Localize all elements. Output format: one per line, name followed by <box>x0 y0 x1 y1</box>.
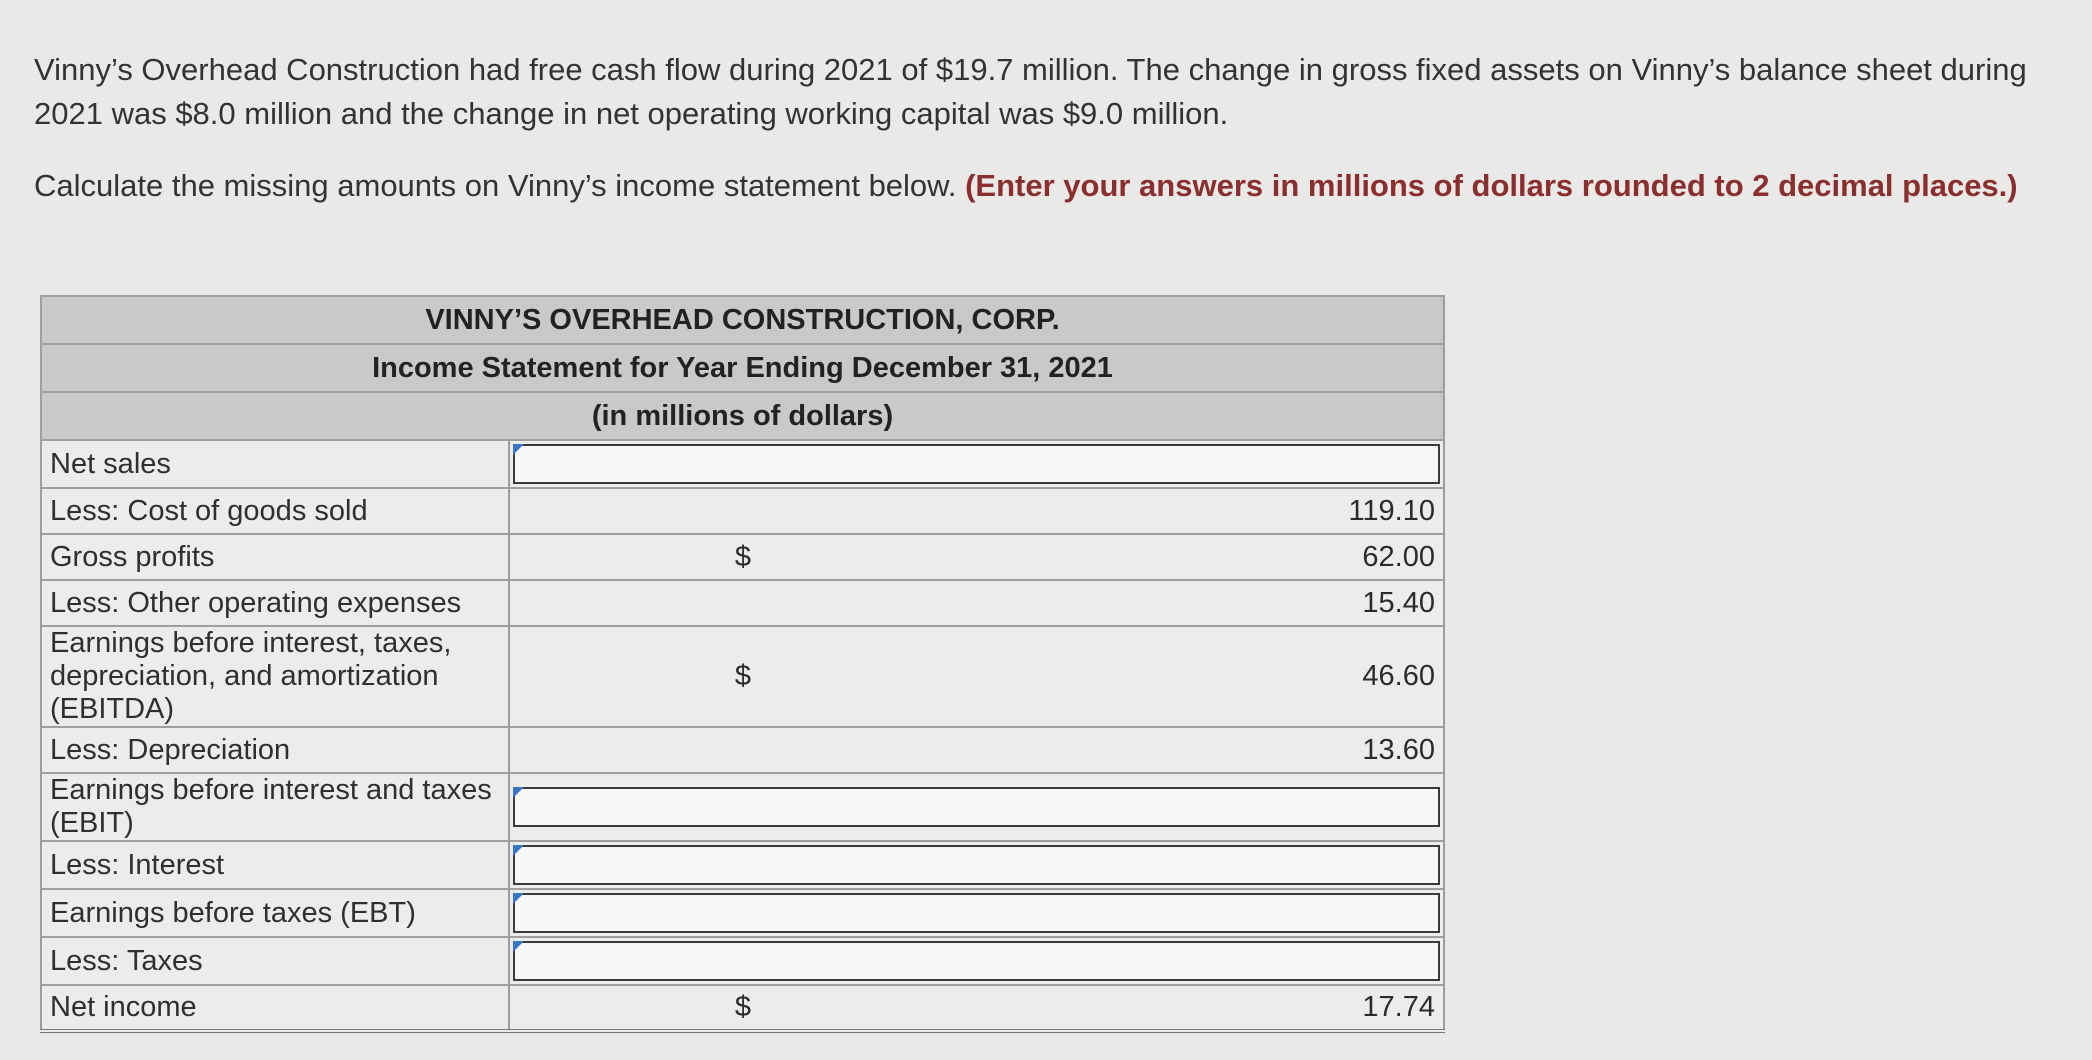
value-depreciation: 13.60 <box>976 727 1444 773</box>
row-label-ebitda: Earnings before interest, taxes, depreciation, and amortization (EBITDA) <box>41 626 509 727</box>
table-row <box>41 580 1444 626</box>
row-label-ebt: Earnings before taxes (EBT) <box>41 889 509 937</box>
row-label-taxes: Less: Taxes <box>41 937 509 985</box>
row-label-net-sales: Net sales <box>41 440 509 488</box>
problem-paragraph: Vinny’s Overhead Construction had free cash flow during 2021 of $19.7 million. The change in gross fixed assets on Vinny’s balance sheet during 2021 was $8.0 million and the change in net operating working capital was $9.0 million. <box>34 52 2027 131</box>
table-row <box>41 937 1444 985</box>
ebt-input[interactable] <box>513 893 1440 933</box>
currency-symbol <box>509 727 977 773</box>
statement-units: (in millions of dollars) <box>41 392 1444 440</box>
table-row <box>41 488 1444 534</box>
table-row <box>41 440 1444 488</box>
taxes-cell <box>509 937 1444 985</box>
net-sales-cell <box>509 440 1444 488</box>
statement-title: Income Statement for Year Ending December 31, 2021 <box>41 344 1444 392</box>
row-label-ebit: Earnings before interest and taxes (EBIT) <box>41 773 509 841</box>
input-flag-icon <box>513 893 524 904</box>
ebit-cell <box>509 773 1444 841</box>
ebt-cell <box>509 889 1444 937</box>
row-label-gross-profits: Gross profits <box>41 534 509 580</box>
interest-input[interactable] <box>513 845 1440 885</box>
value-net-income: 17.74 <box>976 985 1444 1031</box>
ebit-input[interactable] <box>513 787 1440 827</box>
company-name: VINNY’S OVERHEAD CONSTRUCTION, CORP. <box>41 296 1444 344</box>
table-row <box>41 841 1444 889</box>
row-label-cogs: Less: Cost of goods sold <box>41 488 509 534</box>
value-other-opex: 15.40 <box>976 580 1444 626</box>
instruction-line <box>34 164 2044 208</box>
input-flag-icon <box>513 941 524 952</box>
row-label-depreciation: Less: Depreciation <box>41 727 509 773</box>
interest-cell <box>509 841 1444 889</box>
row-label-interest: Less: Interest <box>41 841 509 889</box>
row-label-net-income: Net income <box>41 985 509 1031</box>
table-row <box>41 985 1444 1031</box>
taxes-input[interactable] <box>513 941 1440 981</box>
currency-symbol <box>509 488 977 534</box>
table-row <box>41 727 1444 773</box>
input-flag-icon <box>513 444 524 455</box>
table-row <box>41 889 1444 937</box>
instruction-emphasis: (Enter your answers in millions of dollars rounded to 2 decimal places.) <box>965 168 2018 203</box>
table-row <box>41 773 1444 841</box>
net-sales-input[interactable] <box>513 444 1440 484</box>
currency-symbol: $ <box>509 534 977 580</box>
input-flag-icon <box>513 845 524 856</box>
income-statement-table <box>40 295 1445 1033</box>
instruction-text: Calculate the missing amounts on Vinny’s income statement below. <box>34 168 957 203</box>
table-row <box>41 534 1444 580</box>
value-gross-profits: 62.00 <box>976 534 1444 580</box>
currency-symbol: $ <box>509 626 977 727</box>
table-row <box>41 626 1444 727</box>
currency-symbol <box>509 580 977 626</box>
input-flag-icon <box>513 787 524 798</box>
currency-symbol: $ <box>509 985 977 1031</box>
problem-text <box>34 48 2044 208</box>
value-ebitda: 46.60 <box>976 626 1444 727</box>
row-label-other-opex: Less: Other operating expenses <box>41 580 509 626</box>
value-cogs: 119.10 <box>976 488 1444 534</box>
